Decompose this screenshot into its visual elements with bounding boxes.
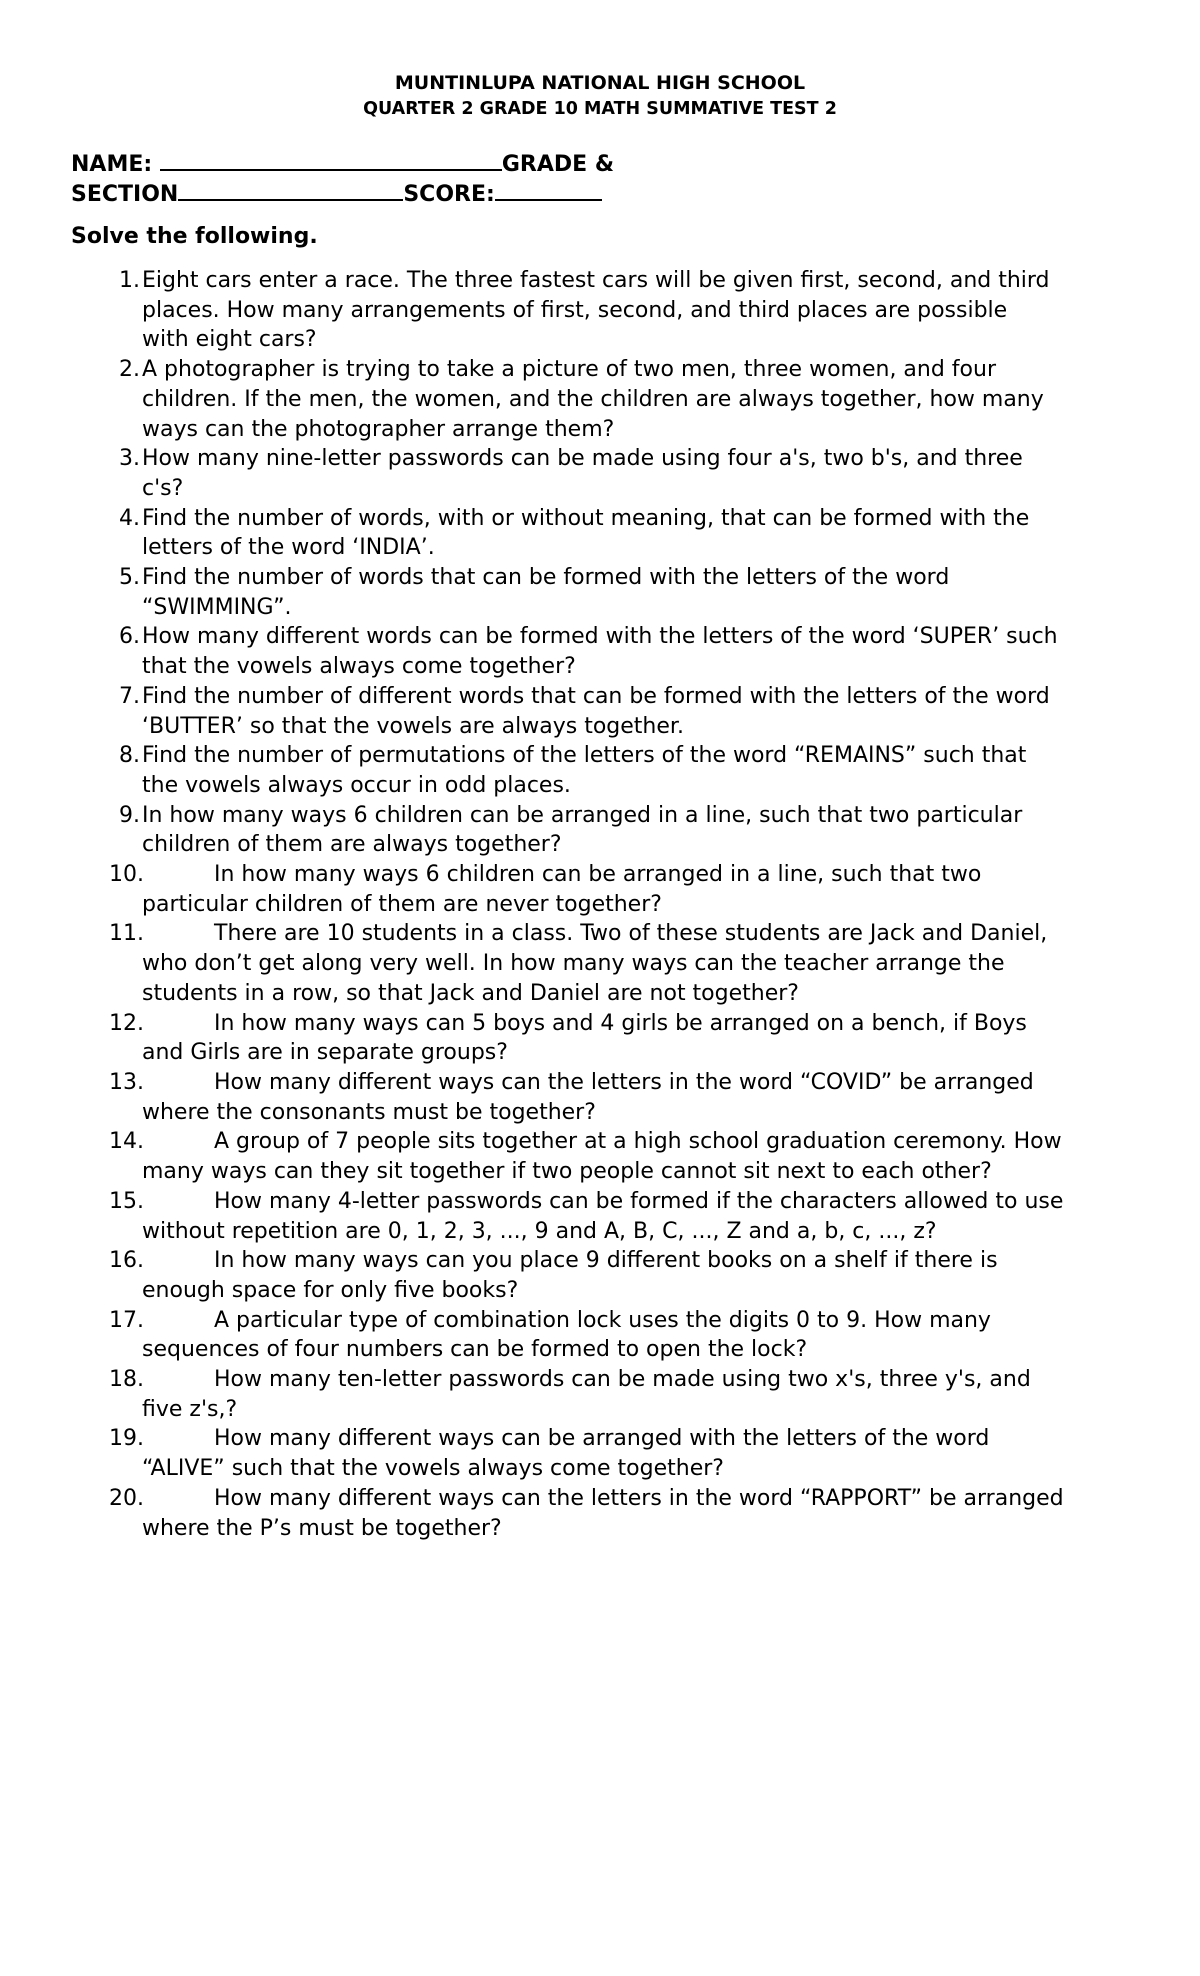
question-number: 10.	[109, 862, 144, 888]
question-item	[0, 1484, 1200, 1543]
question-item	[0, 801, 1200, 860]
question-text: students in a row, so that Jack and Daniel are not together?	[142, 980, 799, 1006]
question-item	[0, 1424, 1200, 1483]
question-text: without repetition are 0, 1, 2, 3, ..., 9 and A, B, C, ..., Z and a, b, c, ..., z?	[142, 1218, 937, 1244]
question-text: ways can the photographer arrange them?	[142, 416, 615, 442]
question-text: A particular type of combination lock uses the digits 0 to 9. How many	[214, 1307, 991, 1333]
question-item	[0, 504, 1200, 563]
question-text: A photographer is trying to take a picture of two men, three women, and four	[142, 357, 997, 383]
question-item	[0, 1365, 1200, 1424]
question-number: 11.	[109, 921, 144, 947]
question-text: five z's,?	[142, 1396, 238, 1422]
question-number: 7.	[119, 683, 140, 709]
question-text: How many ten-letter passwords can be made using two x's, three y's, and	[214, 1367, 1031, 1393]
question-text: enough space for only five books?	[142, 1277, 519, 1303]
question-text: In how many ways can you place 9 different books on a shelf if there is	[214, 1248, 998, 1274]
question-text: How many different ways can be arranged with the letters of the word	[214, 1426, 990, 1452]
question-item	[0, 1306, 1200, 1365]
question-text: Find the number of permutations of the letters of the word “REMAINS” such that	[142, 743, 1027, 769]
question-item	[0, 1009, 1200, 1068]
question-number: 19.	[109, 1426, 144, 1452]
question-number: 9.	[119, 802, 140, 828]
question-item	[0, 682, 1200, 741]
question-text: children of them are always together?	[142, 832, 562, 858]
question-text: where the consonants must be together?	[142, 1099, 596, 1125]
question-text: particular children of them are never together?	[142, 891, 662, 917]
question-text: How many 4-letter passwords can be formed if the characters allowed to use	[214, 1188, 1064, 1214]
question-number: 15.	[109, 1188, 144, 1214]
score-blank	[495, 177, 602, 201]
question-item	[0, 1127, 1200, 1186]
question-item	[0, 563, 1200, 622]
name-blank	[160, 147, 502, 171]
question-number: 1.	[119, 268, 140, 293]
question-item	[0, 266, 1200, 355]
question-text: Find the number of words that can be formed with the letters of the word	[142, 565, 950, 591]
question-item	[0, 1246, 1200, 1305]
question-text: In how many ways 6 children can be arranged in a line, such that two particular	[142, 802, 1023, 828]
question-item	[0, 622, 1200, 681]
question-number: 18.	[109, 1367, 144, 1393]
question-text: How many different ways can the letters in the word “COVID” be arranged	[214, 1069, 1034, 1095]
question-number: 3.	[119, 446, 140, 472]
question-number: 4.	[119, 505, 140, 531]
section-label: SECTION	[71, 182, 179, 207]
question-text: In how many ways 6 children can be arranged in a line, such that two	[214, 862, 982, 888]
question-text: Find the number of different words that can be formed with the letters of the word	[142, 683, 1050, 709]
question-text: How many nine-letter passwords can be made using four a's, two b's, and three	[142, 446, 1023, 472]
question-text: and Girls are in separate groups?	[142, 1040, 508, 1066]
question-number: 16.	[109, 1248, 144, 1274]
question-number: 5.	[119, 565, 140, 591]
test-title: QUARTER 2 GRADE 10 MATH SUMMATIVE TEST 2	[363, 99, 837, 119]
question-number: 13.	[109, 1069, 144, 1095]
question-text: with eight cars?	[142, 327, 317, 353]
question-item	[0, 1187, 1200, 1246]
question-text: c's?	[142, 475, 184, 501]
question-text: In how many ways can 5 boys and 4 girls be arranged on a bench, if Boys	[214, 1010, 1027, 1036]
info-line-2	[71, 177, 614, 207]
question-text: “SWIMMING”.	[142, 594, 292, 620]
question-text: How many different words can be formed with the letters of the word ‘SUPER’ such	[142, 624, 1058, 650]
question-text: children. If the men, the women, and the children are always together, how many	[142, 386, 1044, 412]
question-text: ‘BUTTER’ so that the vowels are always together.	[142, 713, 684, 739]
school-name: MUNTINLUPA NATIONAL HIGH SCHOOL	[394, 72, 806, 94]
question-item	[0, 355, 1200, 444]
student-info-block	[71, 147, 614, 207]
info-line-1	[71, 147, 614, 177]
question-number: 20.	[109, 1485, 144, 1511]
question-text: places. How many arrangements of first, second, and third places are possible	[142, 297, 1008, 323]
question-text: letters of the word ‘INDIA’.	[142, 535, 435, 561]
question-number: 14.	[109, 1129, 144, 1155]
question-number: 8.	[119, 743, 140, 769]
section-blank	[178, 177, 403, 201]
question-text: who don’t get along very well. In how many ways can the teacher arrange the	[142, 951, 1005, 977]
question-text: where the P’s must be together?	[142, 1515, 502, 1541]
question-item	[0, 919, 1200, 1008]
question-number: 12.	[109, 1010, 144, 1036]
grade-label: GRADE &	[501, 152, 615, 177]
question-text: sequences of four numbers can be formed to open the lock?	[142, 1337, 808, 1363]
question-text: many ways can they sit together if two people cannot sit next to each other?	[142, 1159, 992, 1185]
instruction: Solve the following.	[71, 224, 318, 249]
question-text: Eight cars enter a race. The three fastest cars will be given first, second, and third	[142, 268, 1050, 293]
question-item	[0, 444, 1200, 503]
question-number: 17.	[109, 1307, 144, 1333]
question-text: A group of 7 people sits together at a high school graduation ceremony. How	[214, 1129, 1062, 1155]
question-item	[0, 741, 1200, 800]
question-text: How many different ways can the letters in the word “RAPPORT” be arranged	[214, 1485, 1064, 1511]
question-number: 6.	[119, 624, 140, 650]
question-item	[0, 1068, 1200, 1127]
question-text: Find the number of words, with or without meaning, that can be formed with the	[142, 505, 1030, 531]
question-text: that the vowels always come together?	[142, 654, 576, 680]
question-item	[0, 860, 1200, 919]
question-text: There are 10 students in a class. Two of these students are Jack and Daniel,	[214, 921, 1048, 947]
question-number: 2.	[119, 357, 140, 383]
question-list	[0, 266, 1200, 1543]
question-text: “ALIVE” such that the vowels always come together?	[142, 1456, 724, 1482]
question-text: the vowels always occur in odd places.	[142, 772, 571, 798]
name-label: NAME:	[71, 152, 153, 177]
score-label: SCORE:	[403, 182, 495, 207]
